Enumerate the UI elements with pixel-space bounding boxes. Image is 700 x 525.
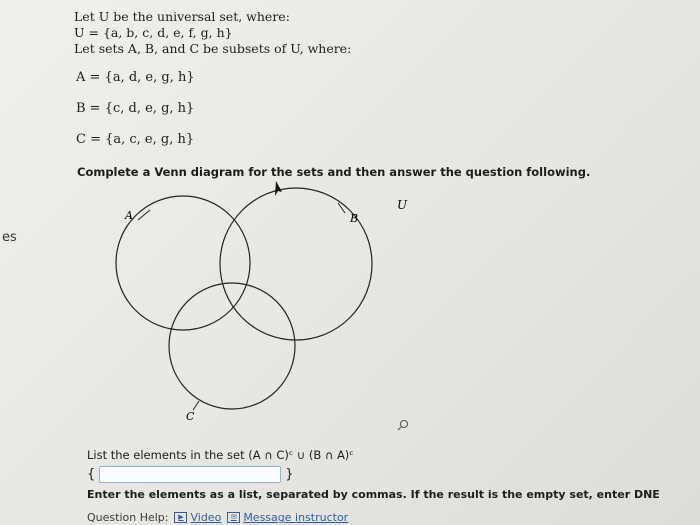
question-prompt: List the elements in the set (A ∩ C)ᶜ ∪ (B ∩ A)ᶜ [87,448,354,462]
message-instructor-link[interactable] [227,511,348,524]
enter-instructions: Enter the elements as a list, separated by commas. If the result is the empty set, enter DNE [87,488,660,501]
open-brace: { [87,467,96,482]
set-c-definition: C = {a, c, e, g, h} [76,132,195,147]
answer-input[interactable] [99,466,281,483]
question-help-label: Question Help: [87,511,169,524]
set-b-definition: B = {c, d, e, g, h} [76,101,195,116]
video-link[interactable] [174,511,221,524]
zoom-icon[interactable] [398,421,408,431]
intro-line-1: Let U be the universal set, where: [74,9,290,24]
side-tab-label[interactable]: es [2,230,17,245]
envelope-icon: ✉ [227,512,240,523]
instruction-text: Complete a Venn diagram for the sets and then answer the question following. [77,165,591,179]
set-a-definition: A = {a, d, e, g, h} [76,70,195,85]
video-link-label: Video [190,511,222,524]
message-instructor-label: Message instructor [243,511,349,524]
venn-label-u: U [397,198,408,212]
cursor-arrow-icon [275,181,282,196]
circle-b [220,188,372,340]
answer-row [87,466,294,483]
circle-a [116,196,250,330]
circle-c [169,283,295,409]
close-brace: } [285,467,294,482]
venn-label-a: A [125,209,133,222]
video-icon: ▶ [174,512,187,523]
intro-line-2: Let sets A, B, and C be subsets of U, where: [74,41,352,56]
venn-label-b: B [350,212,359,225]
venn-label-c: C [186,410,195,423]
label-c-pointer [193,401,199,410]
universal-set-definition: U = {a, b, c, d, e, f, g, h} [74,25,233,40]
question-help-bar [87,511,348,524]
